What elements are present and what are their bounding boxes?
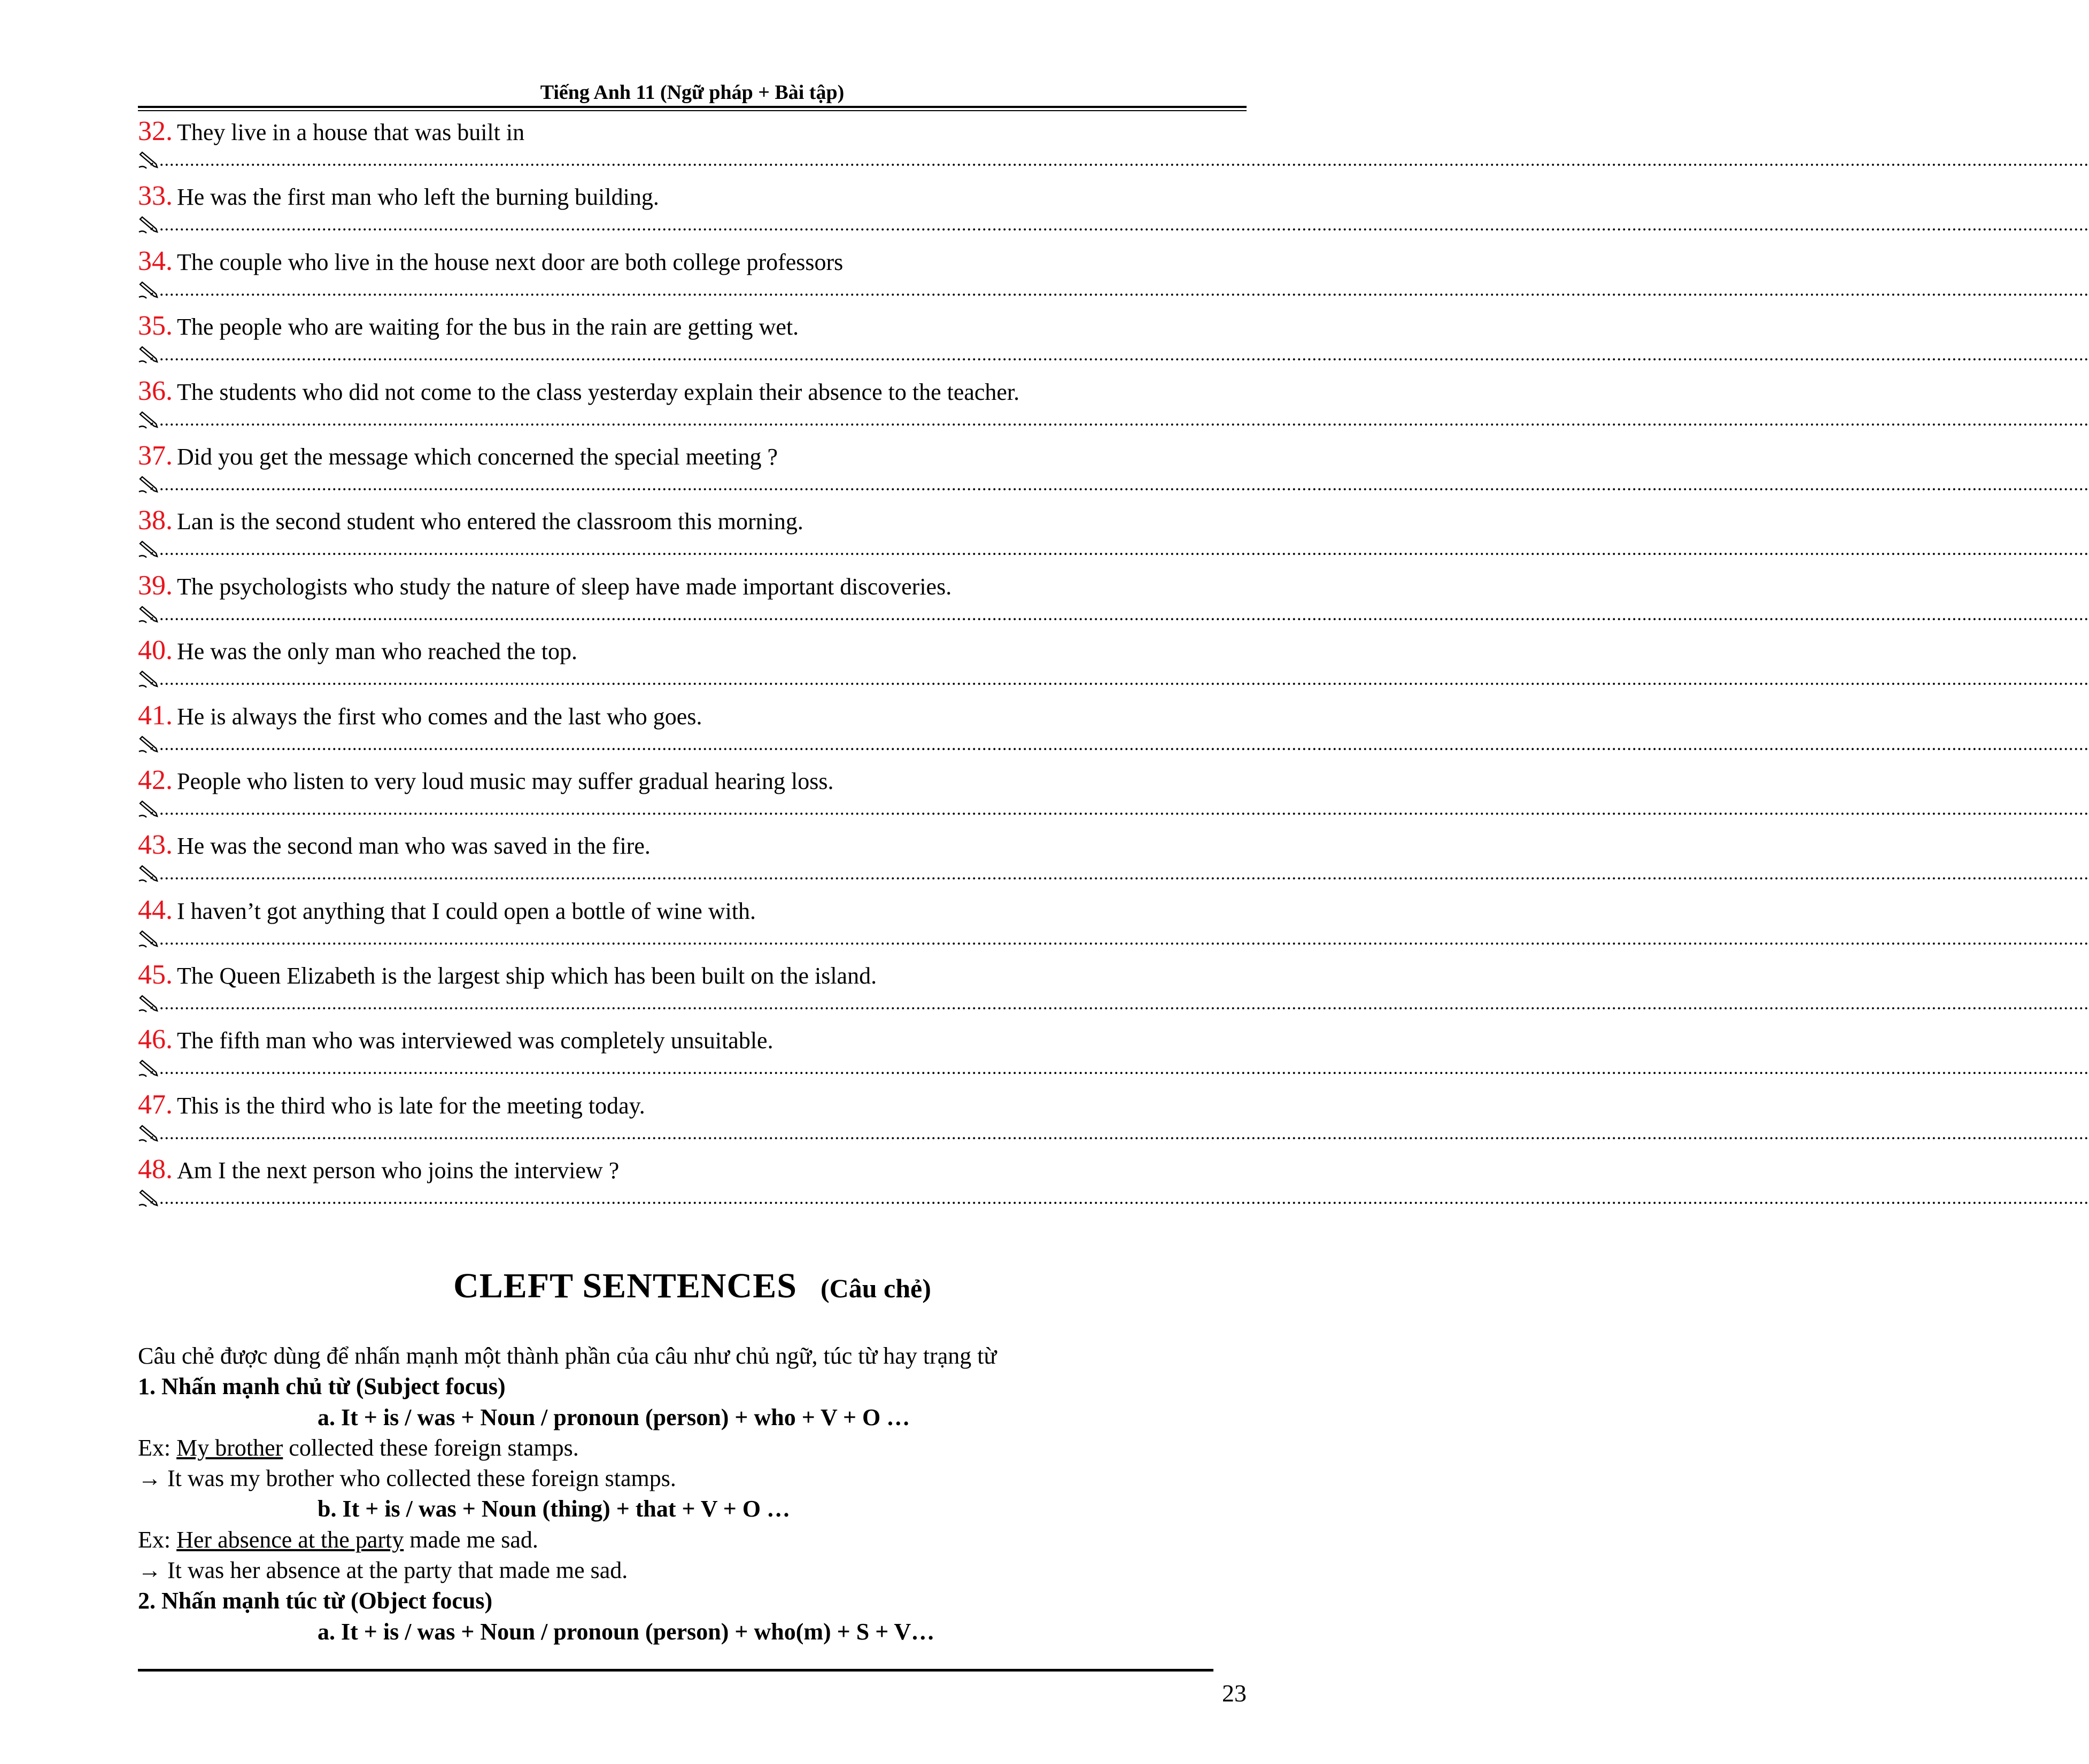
exercise-item — [138, 699, 2089, 763]
exercise-item — [138, 244, 2089, 309]
answer-line[interactable] — [138, 1122, 2089, 1146]
exercise-item — [138, 374, 2089, 439]
exercise-number: 40. — [138, 635, 173, 666]
answer-dots: ............................................................................................................................................................................................................................................................................................................................................................................................ — [159, 604, 2089, 624]
exercise-number: 45. — [138, 960, 173, 991]
exercise-number: 47. — [138, 1089, 173, 1120]
header-rule-thick — [138, 106, 1247, 108]
example-prefix: Ex: — [138, 1434, 177, 1461]
exercise-number: 35. — [138, 311, 173, 342]
exercise-number: 48. — [138, 1154, 173, 1185]
exercise-question — [138, 1088, 1247, 1122]
exercise-question — [138, 699, 1247, 733]
formula-1b: b. It + is / was + Noun (thing) + that + V + O … — [318, 1496, 791, 1522]
exercise-number: 39. — [138, 570, 173, 601]
exercise-item — [138, 504, 2089, 568]
answer-line[interactable] — [138, 149, 2089, 172]
answer-dots: ............................................................................................................................................................................................................................................................................................................................................................................................ — [159, 539, 2089, 560]
formula-2a: a. It + is / was + Noun / pronoun (person) + who(m) + S + V… — [318, 1618, 935, 1645]
section-title-sub: (Câu chẻ) — [820, 1273, 931, 1303]
answer-dots: ............................................................................................................................................................................................................................................................................................................................................................................................ — [159, 280, 2089, 300]
exercise-item — [138, 1088, 2089, 1152]
exercise-item — [138, 1023, 2089, 1087]
exercise-number: 37. — [138, 440, 173, 471]
section-body — [138, 1341, 1247, 1647]
pencil-icon — [138, 540, 159, 559]
answer-line[interactable] — [138, 603, 2089, 626]
exercise-question — [138, 763, 1247, 798]
exercise-number: 46. — [138, 1024, 173, 1055]
example-rest: collected these foreign stamps. — [283, 1434, 579, 1461]
exercise-text: Lan is the second student who entered the classroom this morning. — [177, 508, 803, 535]
exercise-question — [138, 309, 1247, 343]
exercise-question — [138, 114, 1247, 149]
exercise-item — [138, 893, 2089, 958]
pencil-icon — [138, 281, 159, 299]
pencil-icon — [138, 216, 159, 234]
answer-dots: ............................................................................................................................................................................................................................................................................................................................................................................................ — [159, 734, 2089, 754]
exercise-text: The fifth man who was interviewed was completely unsuitable. — [177, 1027, 773, 1054]
exercise-question — [138, 1152, 1247, 1187]
answer-dots: ............................................................................................................................................................................................................................................................................................................................................................................................ — [159, 409, 2089, 430]
exercise-question — [138, 1023, 1247, 1057]
answer-line[interactable] — [138, 992, 2089, 1016]
exercise-number: 38. — [138, 505, 173, 536]
exercise-list — [138, 114, 2089, 1218]
exercise-item — [138, 114, 2089, 179]
exercise-question — [138, 374, 1247, 408]
exercise-text: The Queen Elizabeth is the largest ship which has been built on the island. — [177, 963, 877, 989]
answer-line[interactable] — [138, 1057, 2089, 1080]
exercise-question — [138, 828, 1247, 862]
exercise-item — [138, 828, 2089, 893]
section-title-main: CLEFT SENTENCES — [453, 1266, 797, 1305]
exercise-text: He was the only man who reached the top. — [177, 638, 577, 665]
pencil-icon — [138, 930, 159, 948]
exercise-number: 32. — [138, 116, 173, 146]
answer-line[interactable] — [138, 213, 2089, 237]
exercise-number: 36. — [138, 375, 173, 406]
answer-line[interactable] — [138, 473, 2089, 497]
answer-line[interactable] — [138, 408, 2089, 432]
exercise-item — [138, 1152, 2089, 1217]
pencil-icon — [138, 346, 159, 364]
exercise-item — [138, 179, 2089, 244]
exercise-text: I haven’t got anything that I could open a bottle of wine with. — [177, 898, 756, 924]
exercise-text: The people who are waiting for the bus in the rain are getting wet. — [177, 314, 799, 341]
answer-line[interactable] — [138, 668, 2089, 691]
answer-dots: ............................................................................................................................................................................................................................................................................................................................................................................................ — [159, 929, 2089, 949]
intro-text: Câu chẻ được dùng để nhấn mạnh một thành phần của câu như chủ ngữ, túc từ hay trạng từ — [138, 1343, 997, 1369]
exercise-text: This is the third who is late for the meeting today. — [177, 1092, 645, 1119]
answer-dots: ............................................................................................................................................................................................................................................................................................................................................................................................ — [159, 994, 2089, 1014]
example-2 — [138, 1525, 1247, 1555]
answer-dots: ............................................................................................................................................................................................................................................................................................................................................................................................ — [159, 215, 2089, 235]
exercise-question — [138, 244, 1247, 278]
example-underlined: Her absence at the party — [176, 1526, 404, 1553]
exercise-text: People who listen to very loud music may suffer gradual hearing loss. — [177, 768, 834, 794]
exercise-text: The psychologists who study the nature of sleep have made important discoveries. — [177, 573, 952, 600]
exercise-question — [138, 633, 1247, 668]
answer-line[interactable] — [138, 278, 2089, 302]
pencil-icon — [138, 1125, 159, 1143]
result-2: → It was her absence at the party that made me sad. — [138, 1557, 628, 1584]
exercise-question — [138, 569, 1247, 603]
exercise-number: 44. — [138, 894, 173, 925]
result-1: → It was my brother who collected these foreign stamps. — [138, 1465, 676, 1492]
answer-line[interactable] — [138, 862, 2089, 886]
pencil-icon — [138, 865, 159, 883]
pencil-icon — [138, 411, 159, 429]
heading-object-focus: 2. Nhấn mạnh túc từ (Object focus) — [138, 1588, 493, 1614]
answer-dots: ............................................................................................................................................................................................................................................................................................................................................................................................ — [159, 345, 2089, 365]
heading-subject-focus: 1. Nhấn mạnh chủ từ (Subject focus) — [138, 1373, 506, 1400]
answer-line[interactable] — [138, 798, 2089, 821]
exercise-text: Did you get the message which concerned the special meeting ? — [177, 443, 778, 470]
answer-line[interactable] — [138, 538, 2089, 561]
exercise-text: He was the second man who was saved in the fire. — [177, 833, 651, 860]
header-rule-thin — [138, 110, 1247, 111]
formula-1a: a. It + is / was + Noun / pronoun (person) + who + V + O … — [318, 1404, 910, 1430]
exercise-item — [138, 569, 2089, 633]
answer-line[interactable] — [138, 733, 2089, 756]
exercise-item — [138, 763, 2089, 828]
pencil-icon — [138, 151, 159, 169]
exercise-question — [138, 439, 1247, 473]
example-rest: made me sad. — [404, 1526, 538, 1553]
pencil-icon — [138, 476, 159, 494]
exercise-text: They live in a house that was built in — [177, 119, 525, 145]
pencil-icon — [138, 736, 159, 754]
answer-line[interactable] — [138, 927, 2089, 951]
exercise-question — [138, 179, 1247, 213]
pencil-icon — [138, 606, 159, 624]
exercise-item — [138, 439, 2089, 504]
answer-dots: ............................................................................................................................................................................................................................................................................................................................................................................................ — [159, 150, 2089, 170]
answer-line[interactable] — [138, 1187, 2089, 1210]
answer-dots: ............................................................................................................................................................................................................................................................................................................................................................................................ — [159, 669, 2089, 690]
exercise-text: The couple who live in the house next door are both college professors — [177, 249, 844, 275]
answer-dots: ............................................................................................................................................................................................................................................................................................................................................................................................ — [159, 1058, 2089, 1079]
pencil-icon — [138, 1059, 159, 1078]
exercise-item — [138, 309, 2089, 374]
pencil-icon — [138, 800, 159, 818]
answer-dots: ............................................................................................................................................................................................................................................................................................................................................................................................ — [159, 1123, 2089, 1143]
section-title — [138, 1266, 1247, 1306]
exercise-text: He was the first man who left the burning building. — [177, 184, 659, 211]
exercise-number: 42. — [138, 764, 173, 795]
answer-dots: ............................................................................................................................................................................................................................................................................................................................................................................................ — [159, 1188, 2089, 1209]
example-1 — [138, 1433, 1247, 1463]
page-number: 23 — [1222, 1680, 1247, 1707]
exercise-item — [138, 633, 2089, 698]
exercise-question — [138, 504, 1247, 538]
answer-dots: ............................................................................................................................................................................................................................................................................................................................................................................................ — [159, 799, 2089, 819]
pencil-icon — [138, 995, 159, 1013]
exercise-text: The students who did not come to the class yesterday explain their absence to the teacher. — [177, 378, 1020, 405]
exercise-number: 33. — [138, 181, 173, 212]
exercise-item — [138, 958, 2089, 1023]
exercise-question — [138, 893, 1247, 927]
example-underlined: My brother — [176, 1434, 283, 1461]
exercise-question — [138, 958, 1247, 992]
exercise-number: 41. — [138, 700, 173, 731]
exercise-number: 43. — [138, 830, 173, 861]
answer-line[interactable] — [138, 343, 2089, 367]
exercise-text: Am I the next person who joins the interview ? — [177, 1157, 620, 1184]
answer-dots: ............................................................................................................................................................................................................................................................................................................................................................................................ — [159, 474, 2089, 494]
footer-rule — [138, 1669, 1213, 1672]
exercise-number: 34. — [138, 245, 173, 276]
exercise-text: He is always the first who comes and the last who goes. — [177, 703, 702, 730]
example-prefix: Ex: — [138, 1526, 177, 1553]
page-header: Tiếng Anh 11 (Ngữ pháp + Bài tập) — [540, 81, 845, 104]
answer-dots: ............................................................................................................................................................................................................................................................................................................................................................................................ — [159, 864, 2089, 884]
pencil-icon — [138, 1189, 159, 1208]
pencil-icon — [138, 670, 159, 688]
